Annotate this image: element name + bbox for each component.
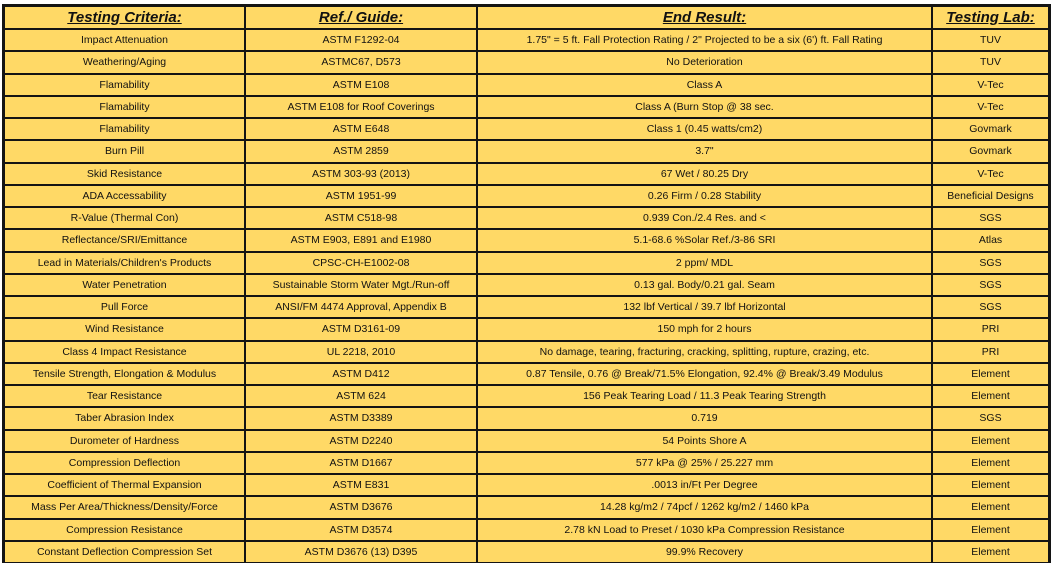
cell-testing-lab[interactable]: SGS (933, 253, 1048, 275)
cell-ref-guide[interactable]: ASTM D3389 (246, 408, 478, 430)
table-row (5, 186, 1048, 208)
cell-testing-criteria[interactable]: Skid Resistance (5, 164, 246, 186)
table-row (5, 75, 1048, 97)
header-end-result[interactable]: End Result: (478, 7, 933, 30)
cell-testing-lab[interactable]: PRI (933, 319, 1048, 341)
table-body (5, 30, 1048, 562)
cell-ref-guide[interactable]: ASTM 624 (246, 386, 478, 408)
cell-testing-criteria[interactable]: Taber Abrasion Index (5, 408, 246, 430)
header-ref-guide[interactable]: Ref./ Guide: (246, 7, 478, 30)
cell-testing-criteria[interactable]: Durometer of Hardness (5, 431, 246, 453)
cell-testing-lab[interactable]: SGS (933, 408, 1048, 430)
cell-end-result[interactable]: 0.13 gal. Body/0.21 gal. Seam (478, 275, 933, 297)
table-row (5, 52, 1048, 74)
cell-testing-lab[interactable]: TUV (933, 30, 1048, 52)
cell-testing-criteria[interactable]: Class 4 Impact Resistance (5, 342, 246, 364)
cell-ref-guide[interactable]: ASTM C518-98 (246, 208, 478, 230)
cell-testing-lab[interactable]: Element (933, 542, 1048, 562)
cell-testing-lab[interactable]: V-Tec (933, 75, 1048, 97)
cell-end-result[interactable]: 577 kPa @ 25% / 25.227 mm (478, 453, 933, 475)
cell-ref-guide[interactable]: ASTM E831 (246, 475, 478, 497)
spreadsheet (2, 4, 1051, 563)
header-row (5, 7, 1048, 30)
cell-end-result[interactable]: 54 Points Shore A (478, 431, 933, 453)
cell-end-result[interactable]: 2 ppm/ MDL (478, 253, 933, 275)
cell-testing-criteria[interactable]: Flamability (5, 75, 246, 97)
cell-testing-lab[interactable]: SGS (933, 208, 1048, 230)
table-row (5, 164, 1048, 186)
cell-ref-guide[interactable]: ASTMC67, D573 (246, 52, 478, 74)
cell-ref-guide[interactable]: ASTM D2240 (246, 431, 478, 453)
cell-testing-lab[interactable]: SGS (933, 275, 1048, 297)
table-row (5, 275, 1048, 297)
table-row (5, 520, 1048, 542)
cell-end-result[interactable]: 150 mph for 2 hours (478, 319, 933, 341)
table-row (5, 497, 1048, 519)
cell-testing-lab[interactable]: Element (933, 364, 1048, 386)
cell-ref-guide[interactable]: UL 2218, 2010 (246, 342, 478, 364)
cell-ref-guide[interactable]: ANSI/FM 4474 Approval, Appendix B (246, 297, 478, 319)
cell-testing-lab[interactable]: TUV (933, 52, 1048, 74)
cell-testing-lab[interactable]: Govmark (933, 141, 1048, 163)
cell-ref-guide[interactable]: ASTM E648 (246, 119, 478, 141)
cell-testing-lab[interactable]: Element (933, 475, 1048, 497)
testing-table (5, 7, 1048, 562)
cell-ref-guide[interactable]: ASTM 1951-99 (246, 186, 478, 208)
table-row (5, 386, 1048, 408)
cell-ref-guide[interactable]: ASTM D3676 (13) D395 (246, 542, 478, 562)
table-row (5, 453, 1048, 475)
cell-testing-lab[interactable]: Element (933, 386, 1048, 408)
cell-end-result[interactable]: 0.939 Con./2.4 Res. and < (478, 208, 933, 230)
cell-testing-criteria[interactable]: Flamability (5, 119, 246, 141)
table-row (5, 208, 1048, 230)
cell-testing-lab[interactable]: PRI (933, 342, 1048, 364)
cell-end-result[interactable]: Class A (Burn Stop @ 38 sec. (478, 97, 933, 119)
table-row (5, 97, 1048, 119)
cell-end-result[interactable]: 5.1-68.6 %Solar Ref./3-86 SRI (478, 230, 933, 252)
cell-end-result[interactable]: 0.87 Tensile, 0.76 @ Break/71.5% Elongation, 92.4% @ Break/3.49 Modulus (478, 364, 933, 386)
cell-end-result[interactable]: 2.78 kN Load to Preset / 1030 kPa Compression Resistance (478, 520, 933, 542)
cell-ref-guide[interactable]: ASTM D1667 (246, 453, 478, 475)
cell-ref-guide[interactable]: Sustainable Storm Water Mgt./Run-off (246, 275, 478, 297)
cell-end-result[interactable]: 0.719 (478, 408, 933, 430)
cell-testing-criteria[interactable]: R-Value (Thermal Con) (5, 208, 246, 230)
cell-ref-guide[interactable]: ASTM 303-93 (2013) (246, 164, 478, 186)
cell-ref-guide[interactable]: ASTM E903, E891 and E1980 (246, 230, 478, 252)
cell-end-result[interactable]: 14.28 kg/m2 / 74pcf / 1262 kg/m2 / 1460 kPa (478, 497, 933, 519)
cell-ref-guide[interactable]: CPSC-CH-E1002-08 (246, 253, 478, 275)
cell-testing-lab[interactable]: Atlas (933, 230, 1048, 252)
cell-end-result[interactable]: Class A (478, 75, 933, 97)
cell-testing-lab[interactable]: Beneficial Designs (933, 186, 1048, 208)
cell-end-result[interactable]: 156 Peak Tearing Load / 11.3 Peak Tearing Strength (478, 386, 933, 408)
cell-testing-lab[interactable]: SGS (933, 297, 1048, 319)
cell-testing-criteria[interactable]: Burn Pill (5, 141, 246, 163)
cell-end-result[interactable]: 99.9% Recovery (478, 542, 933, 562)
cell-testing-lab[interactable]: Element (933, 520, 1048, 542)
cell-end-result[interactable]: .0013 in/Ft Per Degree (478, 475, 933, 497)
cell-ref-guide[interactable]: ASTM D3574 (246, 520, 478, 542)
cell-testing-criteria[interactable]: Wind Resistance (5, 319, 246, 341)
cell-testing-criteria[interactable]: Constant Deflection Compression Set (5, 542, 246, 562)
table-row (5, 408, 1048, 430)
cell-end-result[interactable]: Class 1 (0.45 watts/cm2) (478, 119, 933, 141)
table-row (5, 141, 1048, 163)
table-row (5, 253, 1048, 275)
header-testing-lab[interactable]: Testing Lab: (933, 7, 1048, 30)
table-row (5, 119, 1048, 141)
cell-ref-guide[interactable]: ASTM D3676 (246, 497, 478, 519)
table-row (5, 364, 1048, 386)
cell-testing-criteria[interactable]: Compression Resistance (5, 520, 246, 542)
cell-testing-criteria[interactable]: ADA Accessability (5, 186, 246, 208)
table-row (5, 230, 1048, 252)
cell-ref-guide[interactable]: ASTM D3161-09 (246, 319, 478, 341)
cell-ref-guide[interactable]: ASTM 2859 (246, 141, 478, 163)
cell-ref-guide[interactable]: ASTM E108 for Roof Coverings (246, 97, 478, 119)
cell-testing-criteria[interactable]: Lead in Materials/Children's Products (5, 253, 246, 275)
table-row (5, 30, 1048, 52)
table-row (5, 297, 1048, 319)
cell-end-result[interactable]: 3.7" (478, 141, 933, 163)
cell-testing-criteria[interactable]: Tear Resistance (5, 386, 246, 408)
table-row (5, 319, 1048, 341)
cell-testing-lab[interactable]: Element (933, 453, 1048, 475)
table-row (5, 431, 1048, 453)
cell-testing-criteria[interactable]: Reflectance/SRI/Emittance (5, 230, 246, 252)
cell-testing-criteria[interactable]: Coefficient of Thermal Expansion (5, 475, 246, 497)
cell-end-result[interactable]: 67 Wet / 80.25 Dry (478, 164, 933, 186)
cell-end-result[interactable]: No damage, tearing, fracturing, cracking, splitting, rupture, crazing, etc. (478, 342, 933, 364)
cell-testing-lab[interactable]: V-Tec (933, 97, 1048, 119)
cell-ref-guide[interactable]: ASTM D412 (246, 364, 478, 386)
cell-testing-criteria[interactable]: Mass Per Area/Thickness/Density/Force (5, 497, 246, 519)
cell-testing-lab[interactable]: Element (933, 497, 1048, 519)
cell-testing-lab[interactable]: Govmark (933, 119, 1048, 141)
header-testing-criteria[interactable]: Testing Criteria: (5, 7, 246, 30)
table-row (5, 342, 1048, 364)
cell-testing-lab[interactable]: V-Tec (933, 164, 1048, 186)
cell-ref-guide[interactable]: ASTM E108 (246, 75, 478, 97)
cell-testing-criteria[interactable]: Tensile Strength, Elongation & Modulus (5, 364, 246, 386)
table-row (5, 475, 1048, 497)
cell-end-result[interactable]: 0.26 Firm / 0.28 Stability (478, 186, 933, 208)
table-row (5, 542, 1048, 562)
cell-end-result[interactable]: 132 lbf Vertical / 39.7 lbf Horizontal (478, 297, 933, 319)
cell-testing-criteria[interactable]: Impact Attenuation (5, 30, 246, 52)
cell-end-result[interactable]: 1.75" = 5 ft. Fall Protection Rating / 2" Projected to be a six (6') ft. Fall Rating (478, 30, 933, 52)
cell-testing-criteria[interactable]: Water Penetration (5, 275, 246, 297)
cell-ref-guide[interactable]: ASTM F1292-04 (246, 30, 478, 52)
cell-testing-lab[interactable]: Element (933, 431, 1048, 453)
cell-end-result[interactable]: No Deterioration (478, 52, 933, 74)
cell-testing-criteria[interactable]: Pull Force (5, 297, 246, 319)
cell-testing-criteria[interactable]: Flamability (5, 97, 246, 119)
cell-testing-criteria[interactable]: Compression Deflection (5, 453, 246, 475)
cell-testing-criteria[interactable]: Weathering/Aging (5, 52, 246, 74)
